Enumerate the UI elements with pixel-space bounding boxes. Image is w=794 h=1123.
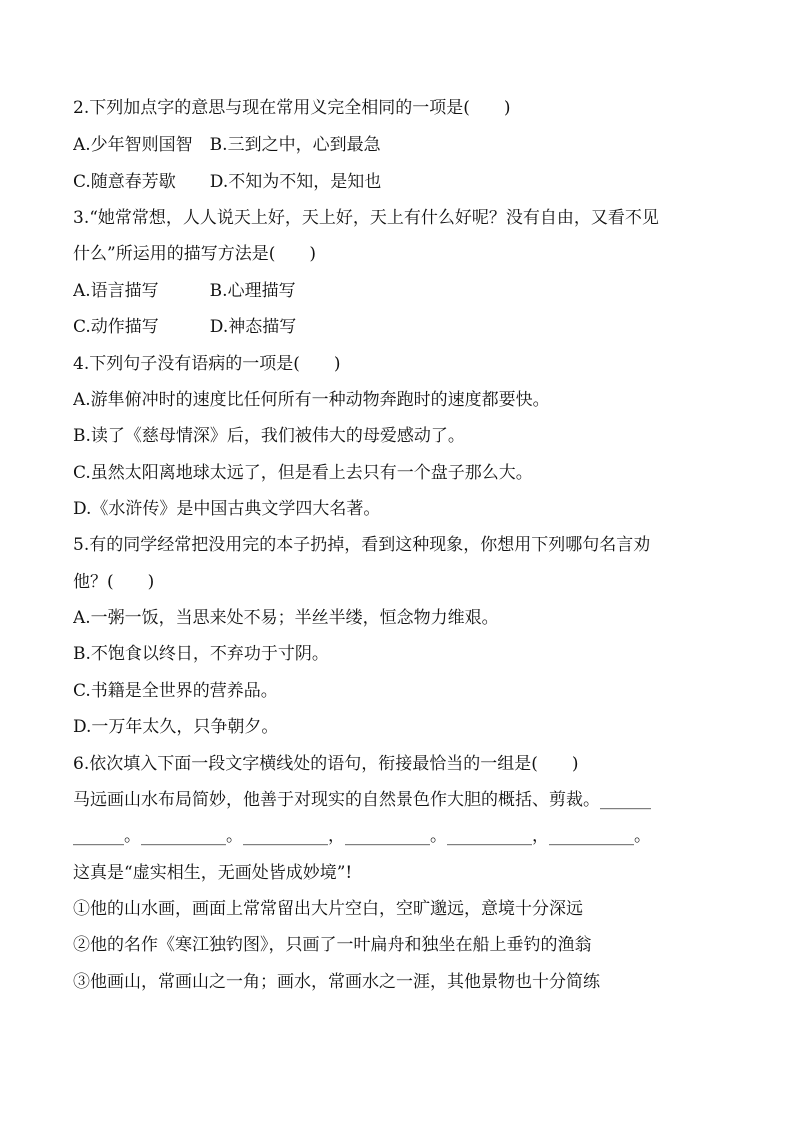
question-3-options-ab: A.语言描写 B.心理描写 [73, 281, 296, 301]
question-4-option-c: C.虽然太阳离地球太远了，但是看上去只有一个盘子那么大。 [73, 463, 533, 483]
question-6-stem: 6.依次填入下面一段文字横线处的语句，衔接最恰当的一组是( ) [73, 754, 579, 774]
question-5-option-a: A.一粥一饭，当思来处不易；半丝半缕，恒念物力维艰。 [73, 608, 499, 628]
question-6-passage-line1: 马远画山水布局简妙，他善于对现实的自然景色作大胆的概括、剪裁。______ [73, 790, 651, 810]
question-6-passage-line3: 这真是“虚实相生，无画处皆成妙境”! [73, 863, 353, 883]
question-6-sentence-3: ③他画山，常画山之一角；画水，常画水之一涯，其他景物也十分简练 [73, 972, 600, 992]
question-2-options-cd: C.随意春芳歇 D.不知为不知，是知也 [73, 172, 382, 192]
question-6-blanks-line: ______。__________。__________，__________。__________，__________。 [73, 826, 651, 846]
question-5-option-b: B.不饱食以终日，不弃功于寸阴。 [73, 644, 329, 664]
question-2-stem: 2.下列加点字的意思与现在常用义完全相同的一项是( ) [73, 98, 511, 118]
question-5-stem-line2: 他？( ) [73, 572, 155, 592]
question-4-stem: 4.下列句子没有语病的一项是( ) [73, 354, 341, 374]
question-5-stem-line1: 5.有的同学经常把没用完的本子扔掉，看到这种现象，你想用下列哪句名言劝 [73, 535, 651, 555]
question-6-sentence-2: ②他的名作《寒江独钓图》，只画了一叶扁舟和独坐在船上垂钓的渔翁 [73, 935, 592, 955]
question-3-stem-line1: 3.“她常常想，人人说天上好，天上好，天上有什么好呢？没有自由，又看不见 [73, 208, 659, 228]
question-5-option-d: D.一万年太久，只争朝夕。 [73, 717, 279, 737]
question-3-options-cd: C.动作描写 D.神态描写 [73, 317, 297, 337]
question-5-option-c: C.书籍是全世界的营养品。 [73, 681, 278, 701]
question-3-stem-line2: 什么”所运用的描写方法是( ) [73, 244, 316, 264]
question-4-option-d: D.《水浒传》是中国古典文学四大名著。 [73, 499, 381, 519]
question-4-option-a: A.游隼俯冲时的速度比任何所有一种动物奔跑时的速度都要快。 [73, 390, 550, 410]
question-2-options-ab: A.少年智则国智 B.三到之中，心到最急 [73, 135, 381, 155]
question-4-option-b: B.读了《慈母情深》后，我们被伟大的母爱感动了。 [73, 426, 465, 446]
question-6-sentence-1: ①他的山水画，画面上常常留出大片空白，空旷邈远，意境十分深远 [73, 899, 583, 919]
